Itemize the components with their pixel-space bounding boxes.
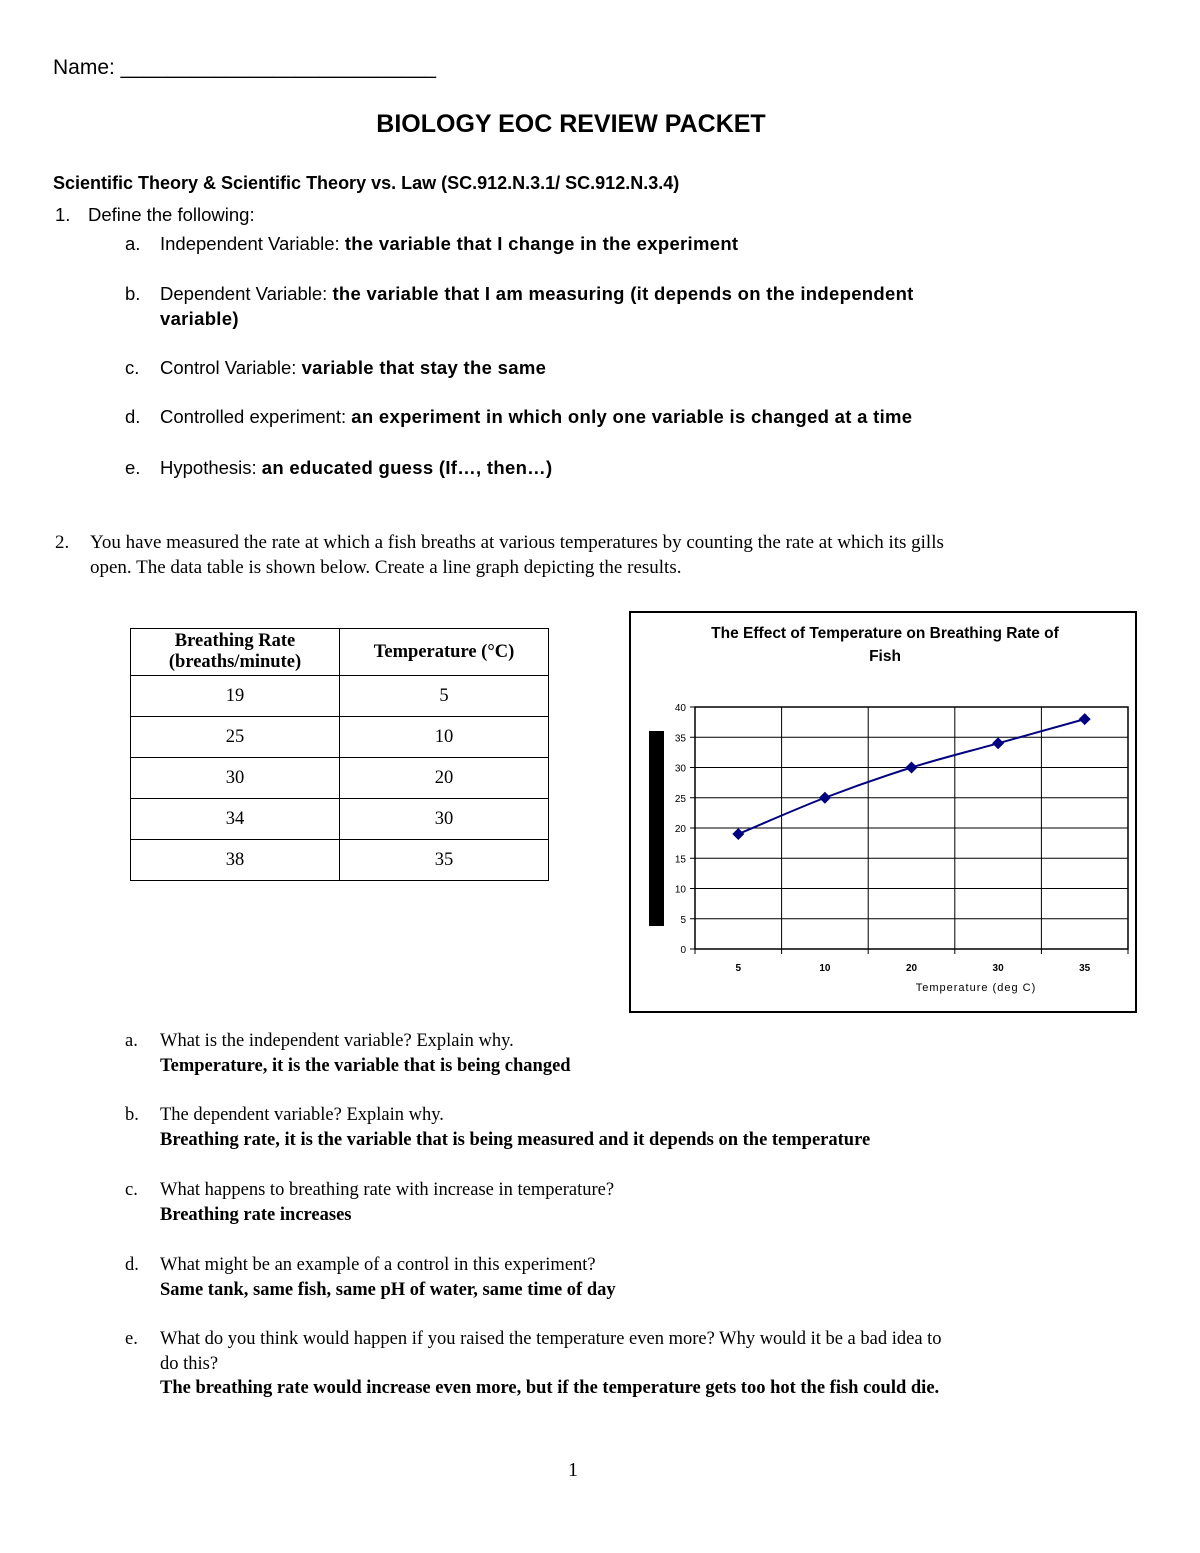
item-answer: an educated guess (If…, then…) bbox=[261, 457, 553, 478]
line-chart bbox=[631, 613, 1135, 1011]
item-term: Dependent Variable: bbox=[160, 283, 333, 304]
table-cell: 30 bbox=[340, 799, 549, 840]
chart-title-line1: The Effect of Temperature on Breathing Rate of bbox=[711, 625, 1059, 642]
item-term: Controlled experiment: bbox=[160, 406, 352, 427]
chart-title-line2: Fish bbox=[869, 648, 901, 665]
y-tick-label: 15 bbox=[674, 854, 686, 866]
item-letter: c. bbox=[125, 357, 140, 378]
x-tick-label: 30 bbox=[992, 963, 1004, 974]
x-tick-label: 35 bbox=[1079, 963, 1091, 974]
y-tick-label: 40 bbox=[674, 703, 686, 714]
table-cell: 20 bbox=[340, 758, 549, 799]
subq-letter: e. bbox=[125, 1329, 138, 1349]
item-letter: e. bbox=[125, 457, 141, 478]
item-term: Independent Variable: bbox=[160, 233, 345, 254]
y-tick-label: 25 bbox=[674, 793, 686, 805]
subq-answer: Same tank, same fish, same pH of water, same time of day bbox=[160, 1280, 616, 1300]
data-table bbox=[130, 628, 549, 881]
table-row bbox=[131, 799, 549, 840]
y-tick-label: 35 bbox=[674, 733, 686, 745]
item-answer: variable that stay the same bbox=[301, 357, 547, 378]
y-tick-label: 30 bbox=[674, 763, 686, 775]
subq-answer: Breathing rate, it is the variable that is being measured and it depends on the temperature bbox=[160, 1130, 871, 1150]
table-cell: 5 bbox=[340, 676, 549, 717]
subq-question: What might be an example of a control in this experiment? bbox=[160, 1255, 596, 1275]
y-tick-label: 10 bbox=[674, 884, 686, 896]
section-heading: Scientific Theory & Scientific Theory vs. Law (SC.912.N.3.1/ SC.912.N.3.4) bbox=[53, 173, 680, 193]
y-tick-label: 0 bbox=[680, 945, 686, 956]
table-cell: 34 bbox=[131, 799, 340, 840]
item-letter: a. bbox=[125, 233, 141, 254]
name-field-label: Name: ___________________________ bbox=[53, 56, 437, 79]
page-number: 1 bbox=[568, 1459, 578, 1481]
item-answer: the variable that I change in the experiment bbox=[344, 233, 739, 254]
table-cell: 25 bbox=[131, 717, 340, 758]
y-tick-label: 5 bbox=[680, 914, 686, 926]
page-title: BIOLOGY EOC REVIEW PACKET bbox=[376, 110, 766, 138]
table-cell: 30 bbox=[131, 758, 340, 799]
table-cell: 19 bbox=[131, 676, 340, 717]
table-cell: 35 bbox=[340, 840, 549, 881]
x-axis-label: Temperature (deg C) bbox=[915, 982, 1037, 994]
x-tick-label: 5 bbox=[735, 963, 742, 974]
subq-question: The dependent variable? Explain why. bbox=[160, 1105, 444, 1125]
line-chart-frame bbox=[629, 611, 1137, 1013]
subq-answer: The breathing rate would increase even more, but if the temperature gets too hot the fish could die. bbox=[160, 1378, 940, 1398]
q2-number: 2. bbox=[55, 532, 70, 553]
item-letter: b. bbox=[125, 283, 141, 304]
subq-question-continued: do this? bbox=[160, 1354, 219, 1374]
subq-answer: Temperature, it is the variable that is being changed bbox=[160, 1056, 571, 1076]
item-answer: the variable that I am measuring (it depends on the independent bbox=[332, 283, 914, 304]
subq-answer: Breathing rate increases bbox=[160, 1205, 352, 1225]
subq-question: What is the independent variable? Explain why. bbox=[160, 1031, 514, 1051]
q2-prompt-line2: open. The data table is shown below. Create a line graph depicting the results. bbox=[90, 557, 682, 578]
subq-letter: c. bbox=[125, 1180, 138, 1200]
subq-letter: d. bbox=[125, 1255, 139, 1275]
item-letter: d. bbox=[125, 406, 141, 427]
plot-area bbox=[675, 703, 1128, 974]
x-tick-label: 10 bbox=[819, 963, 831, 974]
item-answer-continued: variable) bbox=[160, 308, 239, 329]
column-header-temperature: Temperature (°C) bbox=[340, 629, 549, 676]
item-term: Control Variable: bbox=[160, 357, 302, 378]
item-answer: an experiment in which only one variable is changed at a time bbox=[351, 406, 913, 427]
table-row bbox=[131, 676, 549, 717]
table-row bbox=[131, 717, 549, 758]
subq-letter: a. bbox=[125, 1031, 138, 1051]
table-cell: 10 bbox=[340, 717, 549, 758]
table-cell: 38 bbox=[131, 840, 340, 881]
q1-number: 1. bbox=[55, 204, 71, 225]
q2-prompt-line1: You have measured the rate at which a fish breaths at various temperatures by counting the rate at which its gills bbox=[90, 532, 944, 553]
q1-prompt: Define the following: bbox=[88, 204, 255, 225]
subq-question: What do you think would happen if you raised the temperature even more? Why would it be a bad idea to bbox=[160, 1329, 942, 1349]
table-header-row bbox=[131, 629, 549, 676]
item-term: Hypothesis: bbox=[160, 457, 262, 478]
table-row bbox=[131, 840, 549, 881]
table-row bbox=[131, 758, 549, 799]
column-header-breathing-rate: Breathing Rate (breaths/minute) bbox=[131, 629, 340, 676]
y-tick-label: 20 bbox=[674, 824, 686, 835]
x-tick-label: 20 bbox=[905, 963, 918, 974]
subq-letter: b. bbox=[125, 1105, 139, 1125]
chart-legend-key bbox=[649, 731, 664, 926]
subq-question: What happens to breathing rate with increase in temperature? bbox=[160, 1180, 615, 1200]
